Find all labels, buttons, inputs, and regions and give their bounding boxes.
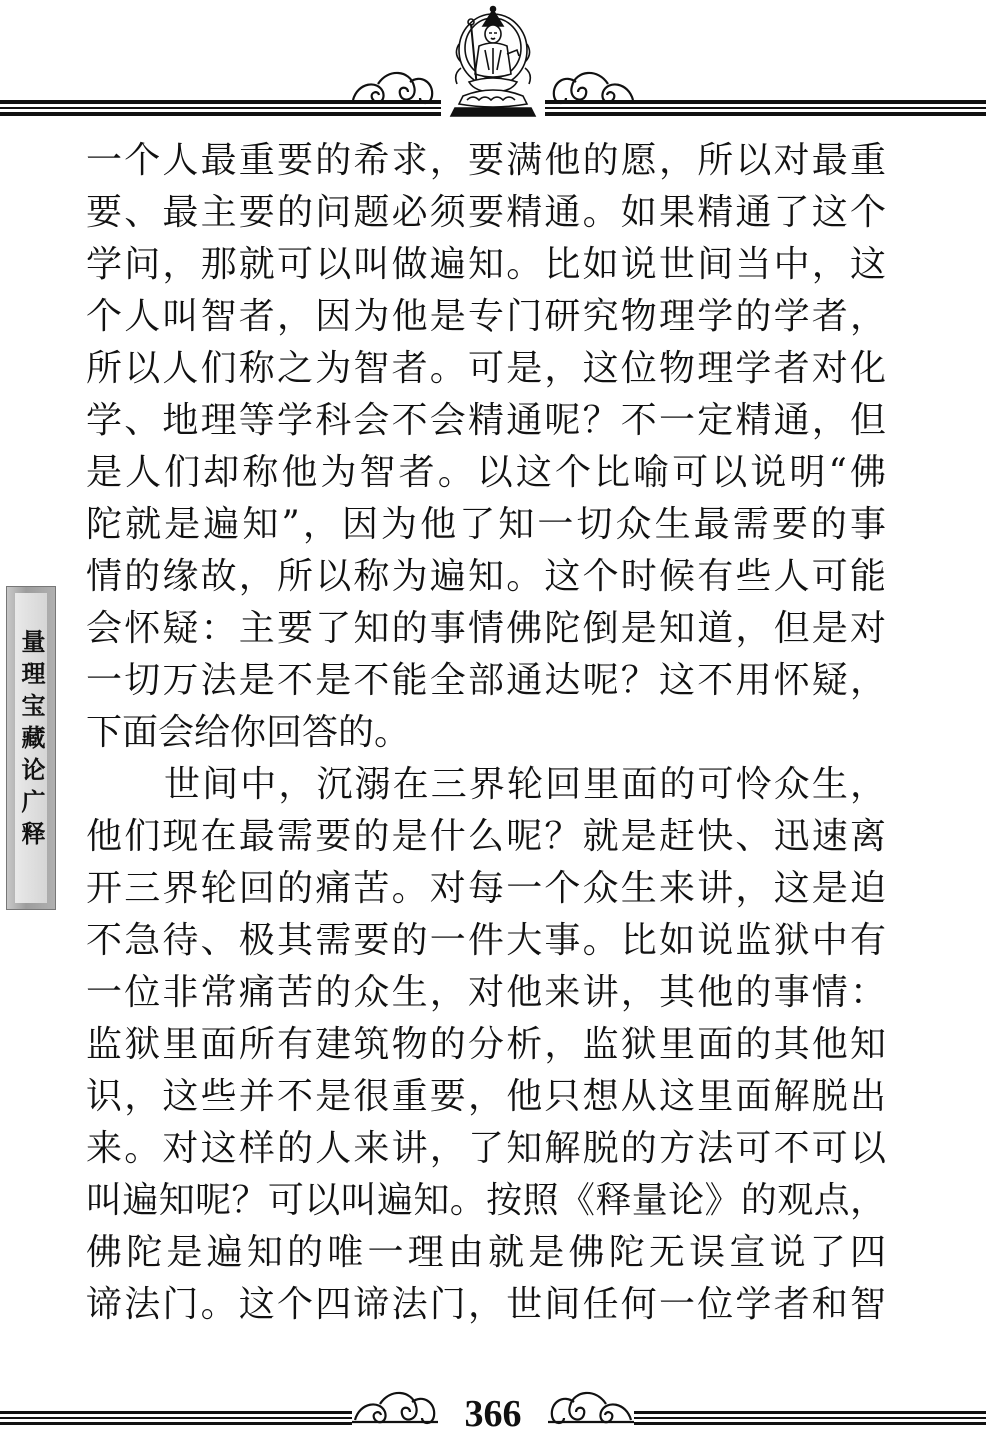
text-line: 不急待、极其需要的一件大事。比如说监狱中有: [86, 920, 886, 961]
text-line: 谛法门。这个四谛法门，世间任何一位学者和智: [86, 1284, 886, 1325]
text-line-paragraph-start: 世间中，沉溺在三界轮回里面的可怜众生，: [164, 764, 886, 805]
text-line: 一个人最重要的希求，要满他的愿，所以对最重: [86, 140, 886, 181]
page-number: 366: [464, 1393, 522, 1435]
text-line: 佛陀是遍知的唯一理由就是佛陀无误宣说了四: [86, 1232, 886, 1273]
text-line: 学、地理等学科会不会精通呢？不一定精通，但: [86, 400, 886, 441]
text-line: 他们现在最需要的是什么呢？就是赶快、迅速离: [86, 816, 886, 857]
side-tab-title: 量理宝藏论广释: [17, 629, 46, 853]
page-header: [0, 0, 986, 130]
text-line: 叫遍知呢？可以叫遍知。按照《释量论》的观点，: [86, 1180, 886, 1221]
cloud-scroll-ornament-icon: [548, 62, 638, 112]
text-line: 情的缘故，所以称为遍知。这个时候有些人可能: [86, 556, 886, 597]
page-footer: [0, 1378, 986, 1443]
text-line: 会怀疑：主要了知的事情佛陀倒是知道，但是对: [86, 608, 886, 649]
cloud-scroll-ornament-icon: [350, 1382, 440, 1432]
text-line: 一位非常痛苦的众生，对他来讲，其他的事情：: [86, 972, 886, 1013]
cloud-scroll-ornament-icon: [348, 62, 438, 112]
side-tab-inner: [15, 593, 47, 903]
text-line: 所以人们称之为智者。可是，这位物理学者对化: [86, 348, 886, 389]
text-line: 学问，那就可以叫做遍知。比如说世间当中，这: [86, 244, 886, 285]
text-line: 开三界轮回的痛苦。对每一个众生来讲，这是迫: [86, 868, 886, 909]
text-line: 下面会给你回答的。: [86, 712, 411, 753]
text-line: 是人们却称他为智者。以这个比喻可以说明“佛: [86, 452, 886, 493]
text-line: 识，这些并不是很重要，他只想从这里面解脱出: [86, 1076, 886, 1117]
text-line: 来。对这样的人来讲，了知解脱的方法可不可以: [86, 1128, 886, 1169]
text-line: 陀就是遍知”，因为他了知一切众生最需要的事: [86, 504, 886, 545]
cloud-scroll-ornament-icon: [546, 1382, 636, 1432]
body-text: [86, 135, 886, 1331]
text-line: 监狱里面所有建筑物的分析，监狱里面的其他知: [86, 1024, 886, 1065]
text-line: 要、最主要的问题必须要精通。如果精通了这个: [86, 192, 886, 233]
side-chapter-tab: [6, 586, 56, 910]
padmasambhava-figure-icon: [441, 4, 545, 122]
text-line: 一切万法是不是不能全部通达呢？这不用怀疑，: [86, 660, 886, 701]
text-line: 个人叫智者，因为他是专门研究物理学的学者，: [86, 296, 886, 337]
